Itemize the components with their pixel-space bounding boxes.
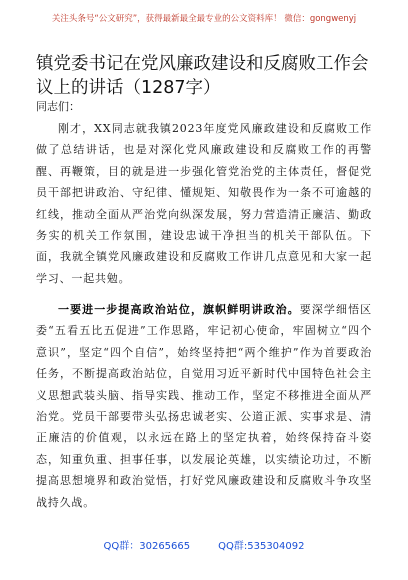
qq-group-2: QQ群:535304092 — [218, 541, 305, 552]
paragraph-intro: 刚才，XX同志就我镇2023年度党风廉政建设和反腐败工作做了总结讲话，也是对深化党风廉政建设和反腐败工作的再警醒、再鞭策，目的就是进一步强化管党治党的主体责任，督促党员干部把讲政治、守纪律、懂规矩、知敬畏作为一条不可逾越的红线，推动全面从严治党向纵深发展，努力营造清正廉洁、勤政务实的机关工作氛围，建设忠诚干净担当的机关干部队伍。下面，我就全镇党风廉政建设和反腐败工作讲几点意见和大家一起学习、一起共勉。 — [36, 122, 372, 285]
paragraph-body: 要深学细悟区委“五看五比五促进”工作思路，牢记初心使命，牢固树立“四个意识”，坚定“四个自信”，始终坚持把“两个维护”作为首要政治任务，不断提高政治站位，自觉用习近平新时代中国特色社会主义思想武装头脑、指导实践、推动工作，坚定不移推进全面从严治党。党员干部要带头弘扬忠诚老实、公道正派、实事求是、清正廉洁的价值观，以永远在路上的坚定执着，始终保持奋斗姿态，知重负重、担事任事，以发展论英雄，以实绩论功过，不断提高思想境界和政治觉悟，打好党风廉政建设和反腐败斗争攻坚战持久战。 — [36, 303, 372, 509]
paragraph-lead-heading: 一要进一步提高政治站位，旗帜鲜明讲政治。 — [58, 303, 300, 316]
footer-contacts — [0, 537, 408, 552]
header-banner: 关注头条号“公文研究”，获得最新最全最专业的公文资料库！ 微信：gongwenyj — [51, 14, 357, 24]
document-title: 镇党委书记在党风廉政建设和反腐败工作会议上的讲话（1287字） — [36, 54, 369, 98]
paragraph-point-one — [36, 299, 372, 513]
qq-group-1: QQ群：30265665 — [103, 541, 191, 552]
greeting: 同志们： — [36, 100, 80, 113]
